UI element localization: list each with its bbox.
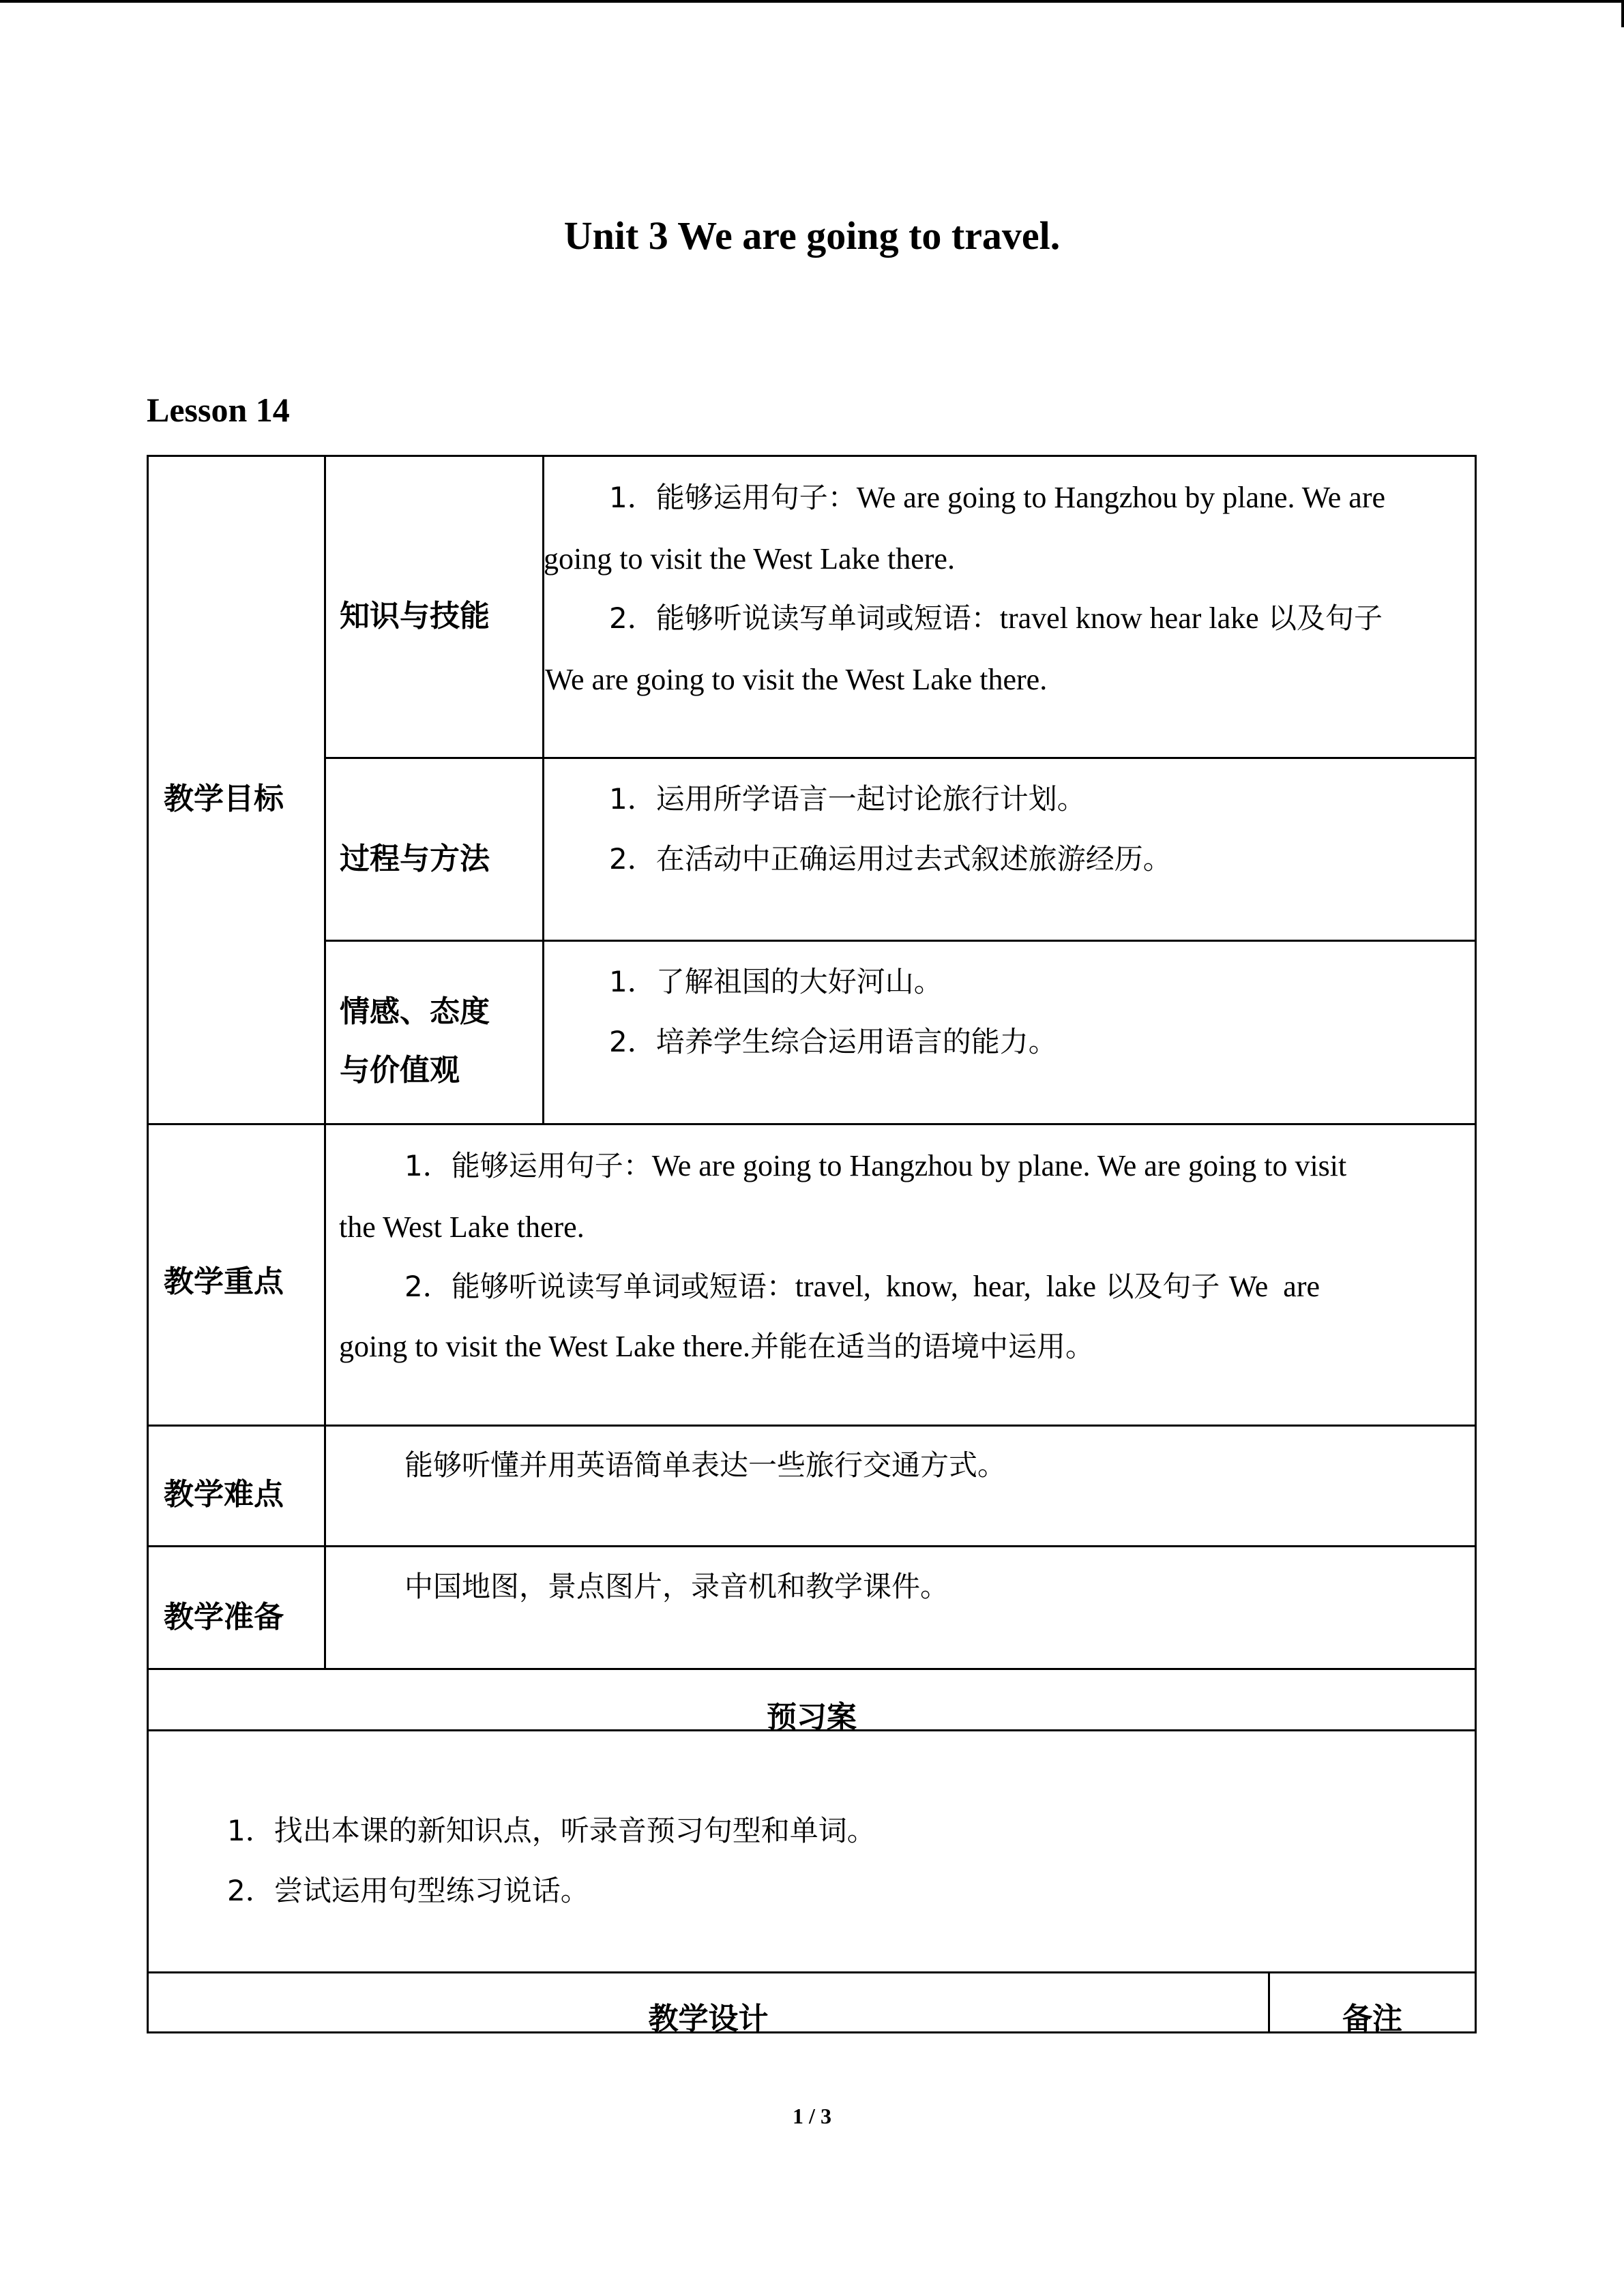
teaching-design-heading: 教学设计 <box>648 2001 769 2036</box>
row-line-preview-bottom <box>147 1971 1477 1973</box>
row-line-objectives-bottom <box>147 1123 1477 1125</box>
emotion-item-2-text: 2．培养学生综合运用语言的能力。 <box>609 1025 1057 1058</box>
preparation-text: 中国地图，景点图片，录音机和教学课件。 <box>404 1570 949 1603</box>
table-border-top <box>147 455 1477 457</box>
key-points-item-1-sentence-start: We are going to Hangzhou by plane. We are going to visit <box>651 1149 1347 1182</box>
preparation-text-row <box>404 1556 949 1617</box>
key-points-item-2-sentence-end: going to visit the West Lake there. <box>339 1330 750 1363</box>
knowledge-item-1-line-2: going to visit the West Lake there. <box>544 542 955 576</box>
difficulties-text: 能够听懂并用英语简单表达一些旅行交通方式。 <box>404 1448 1007 1482</box>
table-border-left <box>147 455 149 2033</box>
key-points-item-2-line-1 <box>404 1256 1320 1317</box>
preview-heading: 预习案 <box>767 1700 857 1735</box>
knowledge-item-1-line-1 <box>609 467 1474 528</box>
key-points-item-1-line-2: the West Lake there. <box>339 1210 585 1244</box>
key-points-item-1-line-1 <box>404 1135 1346 1197</box>
key-points-item-2-mid: 以及句子 <box>1096 1270 1229 1303</box>
process-item-1-text: 1．运用所学语言一起讨论旅行计划。 <box>609 782 1086 816</box>
emotion-item-2 <box>609 1011 1057 1073</box>
difficulties-label: 教学难点 <box>164 1477 284 1512</box>
knowledge-item-2-prefix: 2．能够听说读写单词或短语： <box>609 601 1000 635</box>
page-right-border <box>1621 0 1624 27</box>
objectives-label: 教学目标 <box>164 781 284 816</box>
row-line-difficulties-bottom <box>147 1545 1477 1547</box>
knowledge-item-1-sentence-start: We are going to Hangzhou by plane. We are <box>856 481 1385 514</box>
lesson-heading: Lesson 14 <box>147 391 290 429</box>
key-points-item-2-context: 并能在适当的语境中运用。 <box>750 1330 1094 1363</box>
difficulties-text-row <box>404 1435 1006 1496</box>
emotion-attitude-label-line-2: 与价值观 <box>340 1053 460 1088</box>
process-item-1 <box>609 769 1086 830</box>
knowledge-item-2-words: travel know hear lake <box>999 601 1259 635</box>
key-points-item-2-words: travel, know, hear, lake <box>795 1270 1097 1303</box>
preparation-label: 教学准备 <box>164 1600 284 1635</box>
process-methods-label: 过程与方法 <box>340 841 490 876</box>
knowledge-item-1-prefix: 1．能够运用句子： <box>609 481 857 514</box>
row-line-preparation-bottom <box>147 1668 1477 1670</box>
page-number: 1 / 3 <box>793 2104 831 2128</box>
preview-item-2-text: 2．尝试运用句型练习说话。 <box>227 1874 589 1907</box>
row-line-knowledge-bottom-left <box>324 757 542 759</box>
knowledge-item-2-suffix: 以及句子 <box>1258 601 1383 635</box>
knowledge-item-2-line-1 <box>609 588 1383 649</box>
process-item-2-text: 2．在活动中正确运用过去式叙述旅游经历。 <box>609 842 1172 876</box>
key-points-item-1-prefix: 1．能够运用句子： <box>404 1149 652 1182</box>
preview-item-1 <box>227 1800 876 1862</box>
knowledge-item-2-line-2: We are going to visit the West Lake there. <box>545 663 1048 696</box>
document-title: Unit 3 We are going to travel. <box>563 213 1061 258</box>
preview-item-1-text: 1．找出本课的新知识点，听录音预习句型和单词。 <box>227 1814 876 1847</box>
key-points-item-2-sentence-start: We are <box>1228 1270 1320 1303</box>
process-item-2 <box>609 829 1172 890</box>
key-points-item-2-line-2 <box>339 1316 1094 1377</box>
row-line-process-bottom <box>324 940 1477 942</box>
row-line-keypoints-bottom <box>147 1425 1477 1427</box>
emotion-item-1-text: 1．了解祖国的大好河山。 <box>609 965 943 998</box>
key-points-label: 教学重点 <box>164 1264 284 1299</box>
row-line-knowledge-bottom <box>542 757 1477 759</box>
page-top-border <box>0 0 1624 3</box>
notes-heading: 备注 <box>1342 2001 1402 2036</box>
col-divider-label <box>324 455 326 1669</box>
key-points-item-2-prefix: 2．能够听说读写单词或短语： <box>404 1270 795 1303</box>
emotion-item-1 <box>609 951 943 1013</box>
table-border-right <box>1475 455 1477 2033</box>
preview-item-2 <box>227 1860 589 1922</box>
knowledge-skills-label: 知识与技能 <box>340 599 490 633</box>
emotion-attitude-label-line-1: 情感、态度 <box>340 994 490 1029</box>
